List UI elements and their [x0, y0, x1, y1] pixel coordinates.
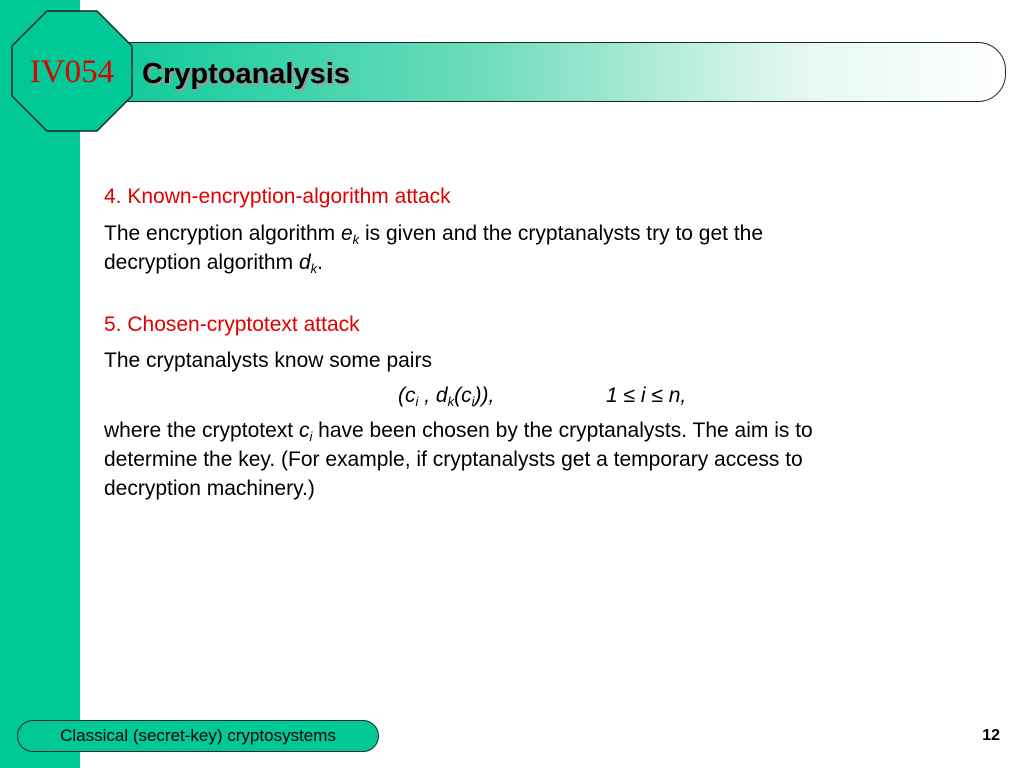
item-4-heading: 4. Known-encryption-algorithm attack	[104, 185, 451, 208]
item-5-body-line-3: decryption machinery.)	[104, 477, 315, 500]
slide-content	[104, 182, 984, 503]
item-5-heading: 5. Chosen-cryptotext attack	[104, 313, 360, 336]
page-number: 12	[982, 727, 1000, 744]
item-5-intro: The cryptanalysts know some pairs	[104, 349, 432, 372]
pairs-formula	[104, 379, 984, 412]
item-5-body-line-1: where the cryptotext $c_i$ have been chosen by the cryptanalysts. The aim is to	[104, 419, 813, 444]
slide-title: Cryptoanalysis	[142, 58, 350, 90]
pair-expression: ($c_i$ , $d_k(c_i)$),	[398, 384, 495, 409]
item-5-body-line-2: determine the key. (For example, if cryptanalysts get a temporary access to	[104, 448, 803, 471]
course-badge: IV054	[29, 54, 115, 90]
index-range: 1 ≤ i ≤ n,	[606, 384, 687, 407]
item-4-text-line-1: The encryption algorithm $e_k$ is given and the cryptanalysts try to get the	[104, 222, 764, 247]
footer-course-label: Classical (secret-key) cryptosystems	[17, 720, 379, 752]
item-4-text-line-2: decryption algorithm $d_k$.	[104, 251, 323, 276]
